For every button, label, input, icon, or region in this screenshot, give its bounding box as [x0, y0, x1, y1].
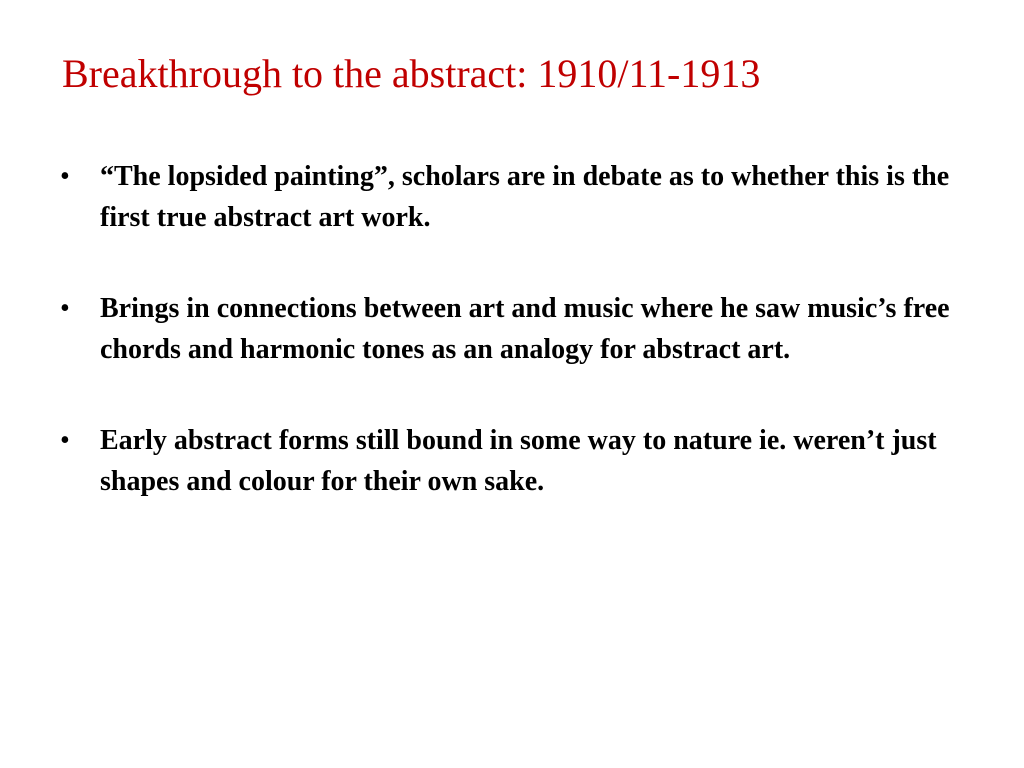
- bullet-item: [60, 289, 980, 370]
- bullet-item: [60, 157, 980, 238]
- slide-title: Breakthrough to the abstract: 1910/11-1913: [62, 51, 761, 96]
- bullet-item: [60, 421, 980, 502]
- bullet-marker: •: [60, 161, 70, 192]
- bullet-list: [60, 157, 980, 553]
- bullet-text: “The lopsided painting”, scholars are in debate as to whether this is the first true abstract art work.: [100, 161, 950, 233]
- bullet-text: Brings in connections between art and music where he saw music’s free chords and harmonic tones as an analogy for abstract art.: [100, 293, 950, 365]
- bullet-marker: •: [60, 425, 70, 456]
- bullet-text: Early abstract forms still bound in some way to nature ie. weren’t just shapes and colour for their own sake.: [100, 425, 937, 497]
- bullet-marker: •: [60, 293, 70, 324]
